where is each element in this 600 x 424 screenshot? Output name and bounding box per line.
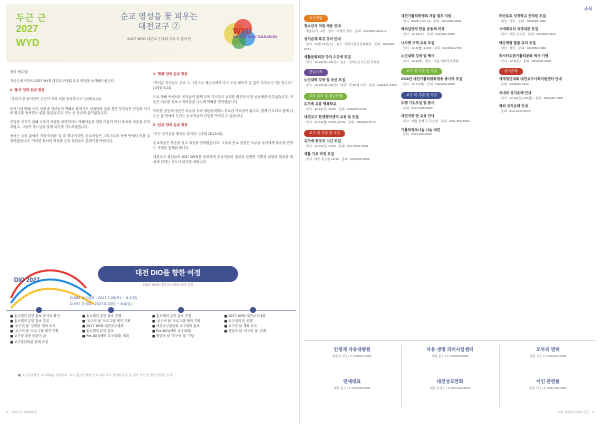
notice-item xyxy=(401,101,496,110)
notice-title: 해외 성지순례 안내 xyxy=(499,104,528,109)
notice-item xyxy=(499,77,594,86)
notice-detail: · 일시 : 12.6(토) · 문의 : 042)620-0000 xyxy=(499,59,552,64)
category-pill: 교구 내 기관 및 시설 xyxy=(401,68,442,75)
category-pill: 성지순례 xyxy=(499,68,523,75)
organization-entry: 인생재 자유대병원 대전 유성구 | T. 042)611-3000 xyxy=(332,347,372,358)
notice-item xyxy=(401,77,496,86)
notice-item xyxy=(401,14,496,23)
notice-detail: · 채용분야 : 1명 · 접수 : 이메일 접수 · 문의 : 042)630-4412~3 xyxy=(304,28,387,33)
wyd-daejeon-logo-icon: WYD SEOUL 2027 DAEJEON xyxy=(221,10,281,58)
notice-title: 대전가톨릭학생회 겨울 캠프 지원 xyxy=(401,14,452,18)
category-pill: 교육 홍보 및 청년단체 xyxy=(304,93,347,100)
notice-detail: · 일시 : 12.21(토) 14:00 · 문의 : 010-3322-0000 xyxy=(304,143,369,148)
notice-item xyxy=(401,128,496,137)
notice-title: 유가족·한부모 시간 모집 xyxy=(304,138,341,143)
notice-detail: · 대상 : 청년 · 문의 : 042)630-0456 xyxy=(499,45,546,50)
notice-detail: · 문의 : 010-4456-0000 xyxy=(401,105,433,110)
notice-item xyxy=(401,41,496,50)
schedule-dates: D-682 교구대회 : 2027.7.28(목) ~ 8.2(월) D-597 본대회 : 2027.8.3(화) ~ 8.8(일) xyxy=(70,296,138,307)
footnote: ■ 교구청년회관 교구대회를 준비하며, 교구 청소년 해외 선교 지원 교구 청년회 등록 등 청년 사목 및 행사 일정표 안내 xyxy=(18,373,173,377)
notice-detail: · 일시 : 12.8(월) 14:00 · 문의 : 042)630-2700 xyxy=(401,45,462,50)
schedule-title: 대전 DIO를 향한 여정 xyxy=(98,266,238,282)
notice-item xyxy=(401,54,496,63)
notice-detail: · 일시 : 12.23(화)~26(금) · 대상 : 만 60세 이상 · 문의 : 042)221-3300 xyxy=(304,83,397,88)
notice-column-1 xyxy=(304,14,399,165)
notice-detail: · 대상 : 성인 · 문의 : 042)620-1000 xyxy=(499,18,546,23)
notice-detail: · 일시 : 2025.1.10~12 · 문의 : 042)630-0000 xyxy=(401,18,462,23)
organization-entry: 자유·생명 의미사업센터 대전 중구 | T. 042)220-0000 xyxy=(426,347,474,358)
notice-detail: · 문의 : 010-1234-5678 xyxy=(499,109,531,114)
notice-item xyxy=(499,41,594,50)
notice-title: 하서터도한가톨릭문화 역사 기행 xyxy=(499,54,549,59)
notice-detail: · 일시 : 12.20(토)~22(월) · 문의 : 042)254-7800 xyxy=(499,95,564,100)
notice-item xyxy=(304,78,399,87)
schedule-column: ■ 홍시해미 분양 홍보 진행 ■ '교구의 날' 프로그램 제작 기획 ■ 대전교구청년회 교구대회 홍보 ■ Pre-DIO(예비 교구대회) ■ 청년의 날 '지구의 날' 기념 xyxy=(152,314,201,339)
section-heading: 4. '계메' 안의 순교 영성 xyxy=(153,72,188,76)
notice-item xyxy=(304,37,399,51)
organization-directory xyxy=(304,340,596,410)
schedule-column: ■ 홍시해미 분양 홍보 진행 ■ '교구의 날' 프로그램 제작 기획 ■ 2027 WYD 대전교구대회 ■ 홍시해미 분양 홍보 ■ Pre-DIO(예비 교구대회) 개최 xyxy=(82,314,131,339)
notice-title: 노인대학 강좌 및 국선 모집 xyxy=(304,78,346,83)
notice-item xyxy=(499,14,594,23)
notice-title: 해외입양자 반음 공동체 피정 xyxy=(401,27,445,32)
notice-item xyxy=(499,104,594,113)
notice-title: 생활문화회관 강의 수강생 모집 xyxy=(304,55,351,60)
notice-item xyxy=(401,114,496,123)
page-number: 4 _ 대전주보 제2800호 xyxy=(6,410,38,414)
notice-detail: · 문의 : 042)-220-2030 xyxy=(401,132,432,137)
timeline-dot xyxy=(36,307,42,313)
notice-detail: · 일시 : 매주 금요일 · 문의 : 042)630-3434 xyxy=(499,32,556,37)
right-page xyxy=(300,0,600,424)
notice-title: 노인대학 강좌 및 행사 xyxy=(401,54,435,59)
article-column-2: 4. '계메' 안의 순교 영성 "여러분 자신들도 우리 주 그리스도 예수님께서 다시 오실 때까지 흠 없이 지켜주시기를 빕니다." (1테살 5,23) 도로 박해 속에서도 신자들이 함께 모여 기도하고 교리를 배우며 신앙 공동체를 이루었습니다. 이들은 서로를 돌보고 어려움을 나누며 박해를 견뎌냈습니다. 이러한 공동체 정신은 오늘날 우리 청년들에게도 중요한 가르침이 됩니다. 함께 기도하고 함께 나누는 삶 안에서 우리는 순교자들의 신앙을 이어갈 수 있습니다. 5. '선교' 안의 순교 영성 "모든 민족들을 제자로 삼아라." (마태 28,19-20) 순교자들은 목숨을 걸고 복음을 전하였습니다. 그들의 선교 열정은 오늘날 우리에게 복음을 전하는 사명을 일깨워 줍니다. 대전교구 청년들이 2027 WYD를 준비하며 순교자들의 영성을 본받아 기쁨과 희망의 복음을 세상에 전하는 사도가 되기를 바랍니다. xyxy=(153,72,293,165)
notice-detail: · 일시 : 12월 14일(토) · 장소 : 대전가톨릭문화회관 · 문의 : 042)620-9731 xyxy=(304,42,396,51)
category-pill: 교구알림 xyxy=(304,15,328,22)
notice-detail: · 일시 : 12.23(화)~26(금) · 장소 : 성바오로수도원 강의실 xyxy=(304,60,380,65)
article-column-1: 찬미 예수님! 지난주에 이어서 2027 WYD 대전교구대회 순교 영성을 소개해드립니다. 3. '용서' 안의 순교 영성 "저희가 잘 용서하여 주듯이 저희 죄를 용서하시고" (마태 6,12) 조선시대 박해 시기, 남편과 자녀들이 박해로 잡혀가고 처형당한 일을 겪은 부인들은 신앙을 지키며 원수를 용서하는 삶을 살았습니다. 이는 곧 순교의 삶이었습니다. 신앙을 지키기 위해 고문과 처형을 당하면서도 박해자들을 향한 미움이 아닌 용서의 마음을 간직하였고, 그들이 하느님을 알게 되기를 기도하였습니다. 용서는 우리 삶에서 가장 어려운 일 중 하나이지만, 순교자들은 그리스도의 사랑 안에서 이를 실천하였습니다. 이러한 용서의 영성을 우리 청년들도 본받기를 바랍니다. xyxy=(10,70,150,144)
timeline-dot xyxy=(178,307,184,313)
swirl-decoration-icon xyxy=(6,258,96,318)
schedule-subtitle: 2027 WYD 대전교구대회 준비 일정 xyxy=(142,283,194,287)
schedule-banner xyxy=(6,258,296,368)
organization-entry: 이인 관련물 대전 서구 | T. 042)-000-0000 xyxy=(529,379,567,390)
wyd-small-logo: 두근 근 2027 WYD xyxy=(16,13,47,49)
notice-item xyxy=(304,139,399,148)
notice-item xyxy=(304,55,399,64)
section-heading: 5. '선교' 안의 순교 영성 xyxy=(153,122,188,127)
notice-title: 세계청년대회 대전교구사목지원센터 안내 xyxy=(499,77,562,82)
section-heading: 3. '용서' 안의 순교 영성 xyxy=(10,88,45,93)
schedule-column: ■ 홍시해미 분양 홍보 봉사자 확인 ■ 홍시해미 분양 홍보 추진 ■ '교구의 날' 설명회 개최 조사 ■ '교구의 날' 프로그램 제작 기획 ■ 교구청 대전 어린이 관 ■ 교구청년회관 관계 조정 xyxy=(10,314,60,344)
divider xyxy=(499,345,500,407)
notice-detail: · 일시 : 12.9(화) · 장소 : 목동 대전성모병원 xyxy=(401,59,459,64)
page-number: 대전 세계청년대회 특집 _ 5 xyxy=(557,410,594,414)
header-banner xyxy=(6,4,294,62)
notice-title: 대전지방 반 교육 안내 xyxy=(401,114,435,119)
notice-title: 청소년국 직원 채용 안내 xyxy=(304,24,341,28)
notice-item xyxy=(304,115,399,124)
notice-title: 생활 기초 과정 모집 xyxy=(304,151,334,156)
notice-detail: · 일시 : 12.18(수) · 문의 : 042)220-1800 xyxy=(401,32,455,37)
schedule-column: ■ 2027 WYD 대전교구대회 ■ 교구대회 본 진행 ■ 교구의 날 개최 조사 ■ 청년의 날 '지구의 날' 전례 xyxy=(224,314,267,334)
notice-title: 시애배교리 성경대본 모집 xyxy=(499,27,539,32)
notice-item xyxy=(499,27,594,36)
notice-item xyxy=(304,102,399,111)
timeline-dot xyxy=(108,307,114,313)
notice-title: 국내외 성지순례 안내 xyxy=(499,90,532,95)
notice-detail: · 문의 : 042)630-4412 xyxy=(499,82,529,87)
notice-detail: · 일시 : 매주 목요일 19:30 · 문의 : 042)254-6868 xyxy=(304,156,370,161)
notice-column-2 xyxy=(401,14,496,141)
article-title: 순교 영성을 꽃 피우는 대전교구 ② 2027 WYD 대전교구대회 사무국 홍보팀 xyxy=(120,12,198,41)
notice-detail: · 일시 : 12.17(화) · 문의 : 042)220-0000 xyxy=(401,82,455,87)
timeline-dot xyxy=(250,307,256,313)
notice-item xyxy=(499,54,594,63)
notice-detail: · 일시 : 12.14(토) 10:00 · 문의 : 042)620-9780 xyxy=(304,106,367,111)
notice-item xyxy=(499,91,594,100)
notice-title: 해산체험 말씀 교리 모집 xyxy=(499,40,536,45)
notice-item xyxy=(401,27,496,36)
notice-column-3 xyxy=(499,14,594,118)
divider xyxy=(401,345,402,407)
category-pill: 전입시작 xyxy=(304,69,328,76)
notice-title: 가톨릭정보나눔 나눔 대전 xyxy=(401,127,441,132)
section-label: 소식 xyxy=(584,6,592,11)
notice-title: 도행 기도모임 및 봉사 xyxy=(401,100,435,105)
notice-detail: · 일시 : 매월 둘째 주 목요일 · 문의 : 042)-363-5002 xyxy=(401,119,470,124)
notice-title: 나사렛 구역 교육 모집 xyxy=(401,40,435,45)
organization-entry: 대전성모만화 대전 유성구 | T. 042)-243-5510 xyxy=(429,379,471,390)
notice-item xyxy=(304,152,399,161)
notice-title: 성지순례 특강 강의 안내 xyxy=(304,37,341,42)
notice-title: 2026년 대전가톨릭평화방송 종사자 모집 xyxy=(401,77,463,82)
schedule-logo: DIO 2027 xyxy=(14,278,40,284)
notice-title: 대전교구 한재행자센터 교육 및 모집 xyxy=(304,115,359,120)
category-pill: 교구 내 기관 및 시설 xyxy=(304,130,345,137)
notice-title: 하선로로 성경학교 선덕원 모집 xyxy=(499,14,546,18)
notice-title: 도가족 교류 행복학교 xyxy=(304,101,337,106)
organization-entry: 연세대표 대전 동구 | T. 042)330-0000 xyxy=(333,379,371,390)
organization-entry: 모두의 면허 대전 서구 | T. 042)222-0000 xyxy=(529,347,567,358)
category-pill: 교구 내 기관 및 시설 xyxy=(401,92,442,99)
notice-detail: · 일시 : 12.13(월) 14:00~16:00 · 문의 : 042)622-8772 xyxy=(304,120,376,125)
notice-item xyxy=(304,24,399,33)
